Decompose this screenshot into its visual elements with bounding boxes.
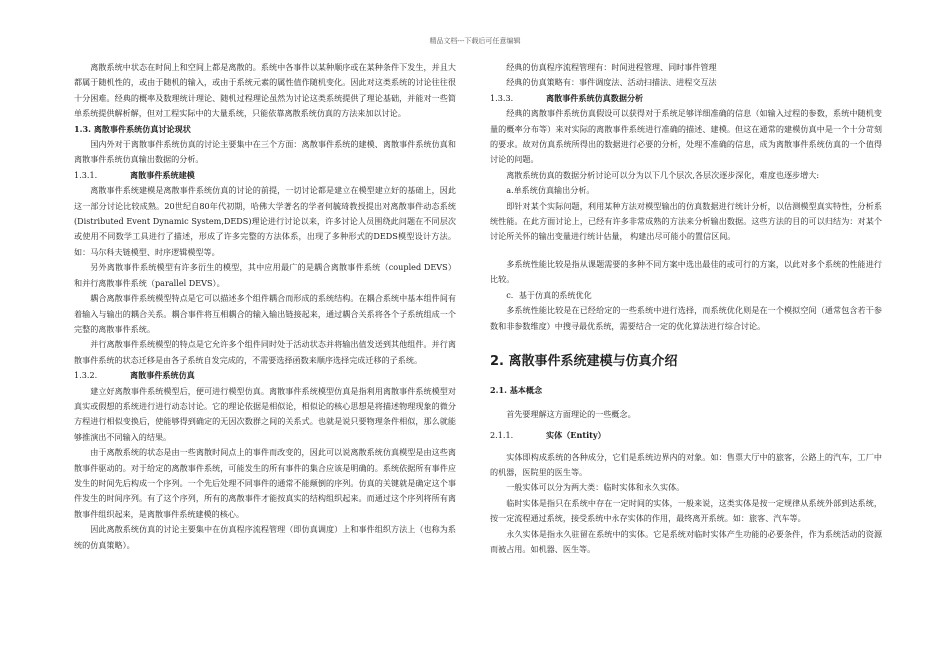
paragraph: 因此离散系统仿真的讨论主要集中在仿真程序流程管理（即仿真调度）上和事件组织方法上（也称为系统的仿真策略）。 <box>74 524 456 550</box>
chapter-heading-2: 2. 离散事件系统建模与仿真介绍 <box>490 353 678 369</box>
paragraph: 多系统性能比较是在已经给定的一些系统中进行选择，而系统优化则是在一个模拟空间（通常包含若干参数和非参数维度）中搜寻最优系统，需要结合一定的优化算法进行综合讨论。 <box>490 305 882 331</box>
left-column <box>74 60 456 553</box>
paragraph: 永久实体是指永久驻留在系统中的实体。它是系统对临时实体产生功能的必要条件，作为系统活动的资源而被占用。如机器、医生等。 <box>490 528 882 554</box>
section-title: 实体（Entity） <box>546 430 606 441</box>
paragraph: 离散系统仿真的数据分析讨论可以分为以下几个层次,各层次逐步深化，难度也逐步增大: <box>506 169 820 180</box>
section-heading-1-3-3 <box>490 91 882 106</box>
paragraph: 一般实体可以分为两大类：临时实体和永久实体。 <box>506 482 685 493</box>
paragraph: 经典的仿真程序流程管理有：时间进程管理、同时事件管理 <box>506 62 717 72</box>
section-heading-1-3-1 <box>74 168 456 183</box>
section-title: 离散事件系统仿真 <box>130 370 195 381</box>
section-heading-1-3-2 <box>74 368 456 383</box>
paragraph: 耦合离散事件系统模型特点是它可以描述多个组件耦合而形成的系统结构。在耦合系统中基本组件间有着输入与输出的耦合关系。耦合事件将互相耦合的输入输出链接起来，通过耦合关系将各个子系统组成一个完整的离散事件系统。 <box>74 293 456 334</box>
paragraph: 建立好离散事件系统模型后，便可进行模型仿真。离散事件系统模型仿真是指利用离散事件系统模型对真实或假想的系统进行进行动态讨论。它的理论依据是相似论，相似论的核心思想是将描述物理现象的微分方程进行相似变换后，使能够得到确定的无因次数群之间的关系式。也就是说只要物理条件相似，那么就能够推演出不同输入的结果。 <box>74 385 456 442</box>
section-title: 离散事件系统建模 <box>130 169 195 180</box>
right-column <box>490 60 882 557</box>
paragraph: 即针对某个实际问题，利用某种方法对模型输出的仿真数据进行统计分析，以估测模型真实特性，分析系统性能。在此方面讨论上，已经有许多非常成熟的方法来分析输出数据。这些方法的目的可以归结为：对某个讨论所关怀的输出变量进行统计估量， 构建出尽可能小的置信区间。 <box>490 200 882 242</box>
page-header-watermark: 精品文档---下载后可任意编辑 <box>429 37 521 45</box>
spacer <box>490 245 882 257</box>
section-number: 1.3.1. <box>74 169 98 180</box>
paragraph: 临时实体是指只在系统中存在一定时间的实体，一般来说，这类实体是按一定规律从系统外部到达系统，按一定流程通过系统，接受系统中永存实体的作用，最终离开系统。如：旅客、汽车等。 <box>490 497 882 524</box>
section-heading-2-1: 2.1. 基本概念 <box>490 385 543 396</box>
section-title: 离散事件系统仿真数据分析 <box>546 92 644 103</box>
paragraph: 多系统性能比较是指从课题需要的多种不同方案中选出最佳的或可行的方案，以此对多个系统的性能进行比较。 <box>490 258 882 285</box>
list-item: a.单系统仿真输出分析。 <box>506 185 595 196</box>
section-number: 2.1.1. <box>490 430 514 441</box>
paragraph: 经典的离散事件系统仿真假设可以获得对于系统足够详细准确的信息（如输入过程的参数，系统中随机变量的概率分布等）来对实际的离散事件系统进行准确的描述、建模。但这在通常的建模仿真中是一个十分苛刻的要求。故对仿真系统所得出的数据进行必要的分析，处理不准确的信息，成为离散事件系统仿真的一个值得讨论的问题。 <box>490 108 882 165</box>
paragraph: 由于离散系统的状态是由一些离散时间点上的事件而改变的，因此可以说离散系统仿真模型是由这些离散事件驱动的。对于给定的离散事件系统，可能发生的所有事件的集合应该是明确的。系统依据所有事件应发生的时间先后构成一个序列。一个先后处理不同事件的通常不能颠倒的序列。仿真的关键就是确定这个事件发生的时间序列。有了这个序列，所有的离散事件才能按真实的结构组织起来。而通过这个序列将所有离散事件组织起来，是离散事件系统建模的核心。 <box>74 447 456 519</box>
paragraph: 并行离散事件系统模型的特点是它允许多个组件同时处于活动状态并将输出值发送到其他组件。并行离散事件系统的状态迁移是由各子系统自发完成的，不需要选择函数来顺序选择完成迁移的子系统。 <box>74 339 456 365</box>
paragraph: 首先要理解这方面理论的一些概念。 <box>506 408 636 419</box>
section-heading-1-3: 1.3. 离散事件系统仿真讨论现状 <box>74 123 191 134</box>
paragraph: 经典的仿真策略有：事件调度法、活动扫描法、进程交互法 <box>506 77 717 88</box>
section-number: 1.3.2. <box>74 370 98 381</box>
list-item: c．基于仿真的系统优化 <box>506 289 592 300</box>
paragraph: 实体即构成系统的各种成分，它们是系统边界内的对象。如：售票大厅中的旅客，公路上的汽车，工厂中的机器，医院里的医生等。 <box>490 451 882 477</box>
paragraph: 国内外对于离散事件系统仿真的讨论主要集中在三个方面：离散事件系统的建模、离散事件系统仿真和离散事件系统仿真输出数据的分析。 <box>74 139 456 165</box>
paragraph: 离散事件系统建模是离散事件系统仿真的讨论的前提，一切讨论都是建立在模型建立好的基础上，因此这一部分讨论比较成熟。20世纪自80年代初期，哈佛大学著名的学者何毓琦教授提出对离散事件动态系统(Distributed Event Dynamic System,DEDS)理论进行讨论以来，许多讨论人员围绕此问题在不同层次或使用不同数学工具进行了描述，形成了许多完整的方法体系，出现了多种形式的DEDS模型设计方法。如：马尔科夫链模型、时序逻辑模型等。 <box>74 185 456 257</box>
paragraph: 另外离散事件系统模型有许多衍生的模型，其中应用最广的是耦合离散事件系统（coupled DEVS）和并行离散事件系统（parallel DEVS）。 <box>74 262 456 288</box>
paragraph: 离散系统中状态在时间上和空间上都是离散的。系统中各事件以某种顺序或在某种条件下发生，并且大都属于随机性的，或由于随机的输入，或由于系统元素的属性值作随机变化。因此对这类系统的讨论往往很十分困难。经典的概率及数理统计理论、随机过程理论虽然为讨论这类系统提供了理论基础，并能对一些简单系统提供解析解，但对工程实际中的大量系统，只能依靠离散系统仿真的方法来加以讨论。 <box>74 62 456 119</box>
section-heading-2-1-1 <box>490 428 882 443</box>
section-number: 1.3.3. <box>490 92 514 103</box>
